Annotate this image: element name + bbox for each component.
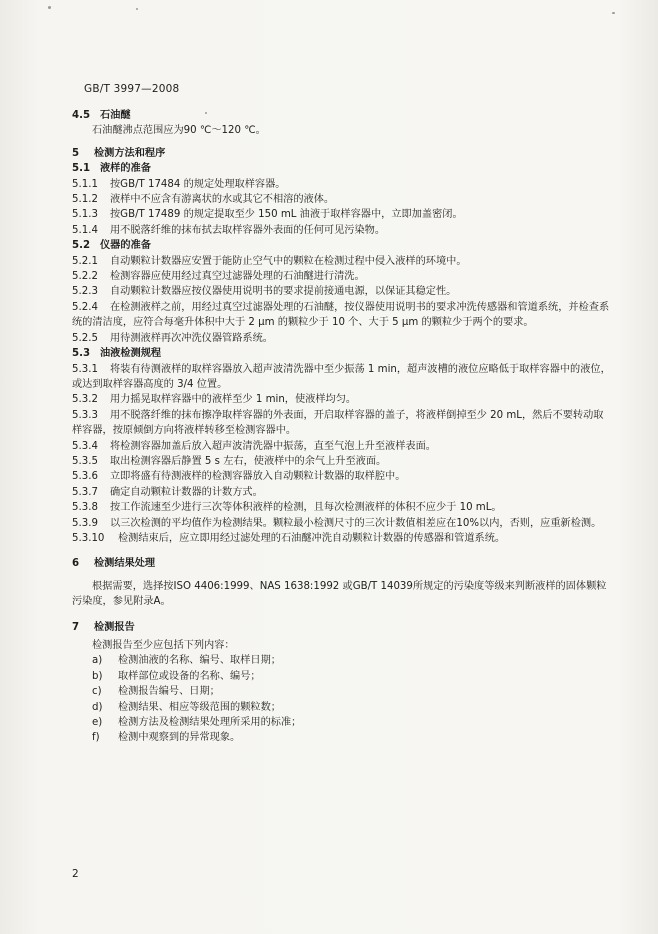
report-item-a: a) 检测油液的名称、编号、取样日期； [92,655,281,667]
clause-5-2-2: 5.2.2 检测容器应使用经过真空过滤器处理的石油醚进行清洗。 [72,271,365,283]
clause-5-1-3: 5.1.3 按GB/T 17489 的规定提取至少 150 mL 油液于取样容器中，立即加盖密闭。 [72,209,463,221]
subsection-title: 液样的准备 [100,163,151,175]
section-number: 4.5 [72,110,91,121]
standard-header: GB/T 3997—2008 [84,83,180,95]
clause-5-3-9: 5.3.9 以三次检测的平均值作为检测结果。颗粒最小检测尺寸的三次计数值相差应在10%以内，否则，应重新检测。 [72,517,602,529]
section-number: 5 [72,147,80,159]
section-7-intro: 检测报告至少应包括下列内容： [92,640,235,651]
clause-5-1-1: 5.1.1 按GB/T 17484 的规定处理取样容器。 [72,178,286,190]
clause-5-3-2: 5.3.2 用力摇晃取样容器中的液样至少 1 min，使液样均匀。 [72,394,357,406]
section-number: 7 [72,621,80,633]
report-item-e: e) 检测方法及检测结果处理所采用的标准； [92,717,302,729]
subsection-title: 仪器的准备 [100,240,151,252]
subsection-number: 5.3 [72,348,91,360]
clause-5-3-6: 5.3.6 立即将盛有待测液样的检测容器放入自动颗粒计数器的取样腔中。 [72,471,406,483]
clause-5-2-4: 5.2.4 在检测液样之前，用经过真空过滤器处理的石油醚，按仪器使用说明书的要求冲洗传感器和管道系统，并检查系统的清洁度，应符合每毫升体积中大于 2 μm 的颗粒少于 10 个、大于 5 μm 的颗粒少于两个的要求。 [72,301,610,329]
report-item-c: c) 检测报告编号、日期； [92,686,220,698]
section-4-5-text: 石油醚沸点范围应为90 ℃～120 ℃。 [92,125,266,137]
section-number: 6 [72,558,80,570]
report-item-d: d) 检测结果、相应等级范围的颗粒数； [92,701,281,713]
subsection-5-2-heading [72,238,612,253]
section-6-paragraph: 根据需要，选择按ISO 4406:1999、NAS 1638:1992 或GB/T 14039所规定的污染度等级来判断液样的固体颗粒污染度，参见附录A。 [72,580,607,608]
section-4-5-heading [72,108,612,123]
clause-5-1-4: 5.1.4 用不脱落纤维的抹布拭去取样容器外表面的任何可见污染物。 [72,224,386,236]
subsection-title: 油液检测规程 [100,348,162,360]
clause-5-3-4: 5.3.4 将检测容器加盖后放入超声波清洗器中振荡，直至气泡上升至液样表面。 [72,440,436,452]
clause-5-3-7: 5.3.7 确定自动颗粒计数器的计数方式。 [72,486,263,498]
clause-5-3-5: 5.3.5 取出检测容器后静置 5 s 左右，使液样中的余气上升至液面。 [72,455,387,467]
clause-5-3-10: 5.3.10 检测结束后，应立即用经过滤处理的石油醚冲洗自动颗粒计数器的传感器和管道系统。 [72,532,506,544]
subsection-5-1-heading [72,161,612,176]
report-item-f: f) 检测中观察到的异常现象。 [92,732,241,744]
subsection-number: 5.2 [72,240,91,252]
section-title: 检测报告 [94,621,135,633]
scan-speck [612,12,615,14]
clause-5-3-3: 5.3.3 用不脱落纤维的抹布擦净取样容器的外表面，开启取样容器的盖子，将液样倒掉至少 20 mL，然后不要转动取样容器，按原倾倒方向将液样转移至检测容器中。 [72,409,604,437]
section-title: 检测方法和程序 [94,147,166,159]
scan-speck [136,8,138,10]
subsection-number: 5.1 [72,163,91,175]
report-item-b: b) 取样部位或设备的名称、编号； [92,670,261,682]
document-body [72,108,612,746]
clause-5-1-2: 5.1.2 液样中不应含有游离状的水或其它不相溶的液体。 [72,194,335,206]
clause-5-3-8: 5.3.8 按工作流速至少进行三次等体积液样的检测，且每次检测液样的体积不应少于 10 mL。 [72,502,502,514]
section-6-heading [72,556,612,571]
clause-5-2-5: 5.2.5 用待测液样再次冲洗仪器管路系统。 [72,332,273,344]
subsection-5-3-heading [72,346,612,361]
scan-speck [205,112,207,114]
clause-5-2-1: 5.2.1 自动颗粒计数器应安置于能防止空气中的颗粒在检测过程中侵入液样的环境中。 [72,255,467,267]
section-7-heading [72,620,612,635]
section-title: 石油醚 [100,110,131,121]
section-title: 检测结果处理 [94,558,156,570]
page-number: 2 [72,868,79,880]
clause-5-2-3: 5.2.3 自动颗粒计数器应按仪器使用说明书的要求提前接通电源，以保证其稳定性。 [72,286,457,298]
clause-5-3-1: 5.3.1 将装有待测液样的取样容器放入超声波清洗器中至少振荡 1 min，超声波槽的液位应略低于取样容器中的液位，或达到取样容器高度的 3/4 位置。 [72,363,611,390]
section-5-heading [72,146,612,161]
scan-speck [48,6,51,9]
